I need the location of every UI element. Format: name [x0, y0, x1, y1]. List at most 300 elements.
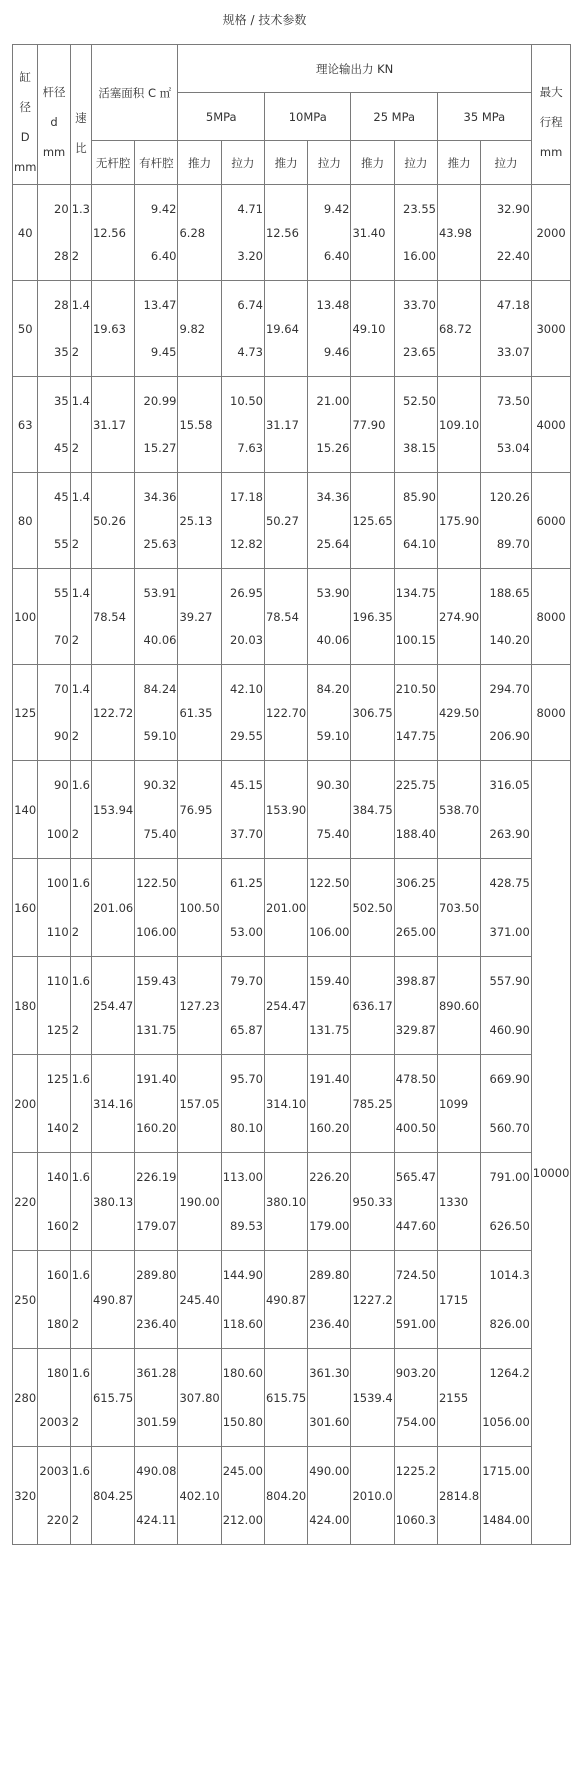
pull-force-cell: 591.00	[394, 1300, 437, 1349]
push-force-cell: 306.75	[351, 665, 394, 761]
pull-force-cell: 478.50	[394, 1055, 437, 1104]
pull-force-cell: 263.90	[481, 810, 532, 859]
max-stroke-cell: 4000	[531, 377, 571, 473]
bore-diameter-cell: 220	[13, 1153, 38, 1251]
pull-force-cell: 100.15	[394, 617, 437, 665]
rod-area-cell: 131.75	[135, 1006, 178, 1055]
pull-force-cell: 90.30	[308, 761, 351, 810]
push-force-cell: 429.50	[437, 665, 480, 761]
push-force-cell: 122.70	[264, 665, 307, 761]
no-rod-area-cell: 78.54	[91, 569, 134, 665]
pull-force-cell: 120.26	[481, 473, 532, 521]
speed-ratio-cell: 2	[70, 617, 91, 665]
rod-area-cell: 191.40	[135, 1055, 178, 1104]
table-row	[13, 473, 571, 521]
rod-diameter-cell: 140	[38, 1104, 70, 1153]
rod-diameter-cell: 160	[38, 1202, 70, 1251]
speed-ratio-cell: 1.3	[70, 185, 91, 233]
rod-diameter-cell: 20	[38, 185, 70, 233]
pull-force-cell: 159.40	[308, 957, 351, 1006]
pull-header: 拉力	[221, 141, 264, 185]
pull-force-cell: 95.70	[221, 1055, 264, 1104]
pull-force-cell: 1225.2	[394, 1447, 437, 1496]
pull-force-cell: 10.50	[221, 377, 264, 425]
bore-diameter-cell: 140	[13, 761, 38, 859]
speed-ratio-header: 速 比	[70, 45, 91, 185]
push-force-cell: 380.10	[264, 1153, 307, 1251]
speed-ratio-cell: 1.4	[70, 377, 91, 425]
push-force-cell: 490.87	[264, 1251, 307, 1349]
max-stroke-cell: 2000	[531, 185, 571, 281]
rod-diameter-cell: 125	[38, 1055, 70, 1104]
speed-ratio-cell: 2	[70, 425, 91, 473]
pull-force-cell: 59.10	[308, 713, 351, 761]
rod-diameter-cell: 35	[38, 329, 70, 377]
pressure-5mpa: 5MPa	[178, 93, 265, 141]
speed-ratio-cell: 2	[70, 1398, 91, 1447]
pull-force-cell: 265.00	[394, 908, 437, 957]
pull-force-cell: 33.70	[394, 281, 437, 329]
pull-force-cell: 3.20	[221, 233, 264, 281]
pull-force-cell: 791.00	[481, 1153, 532, 1202]
pull-force-cell: 26.95	[221, 569, 264, 617]
pull-force-cell: 53.04	[481, 425, 532, 473]
rod-diameter-cell: 70	[38, 665, 70, 713]
pressure-10mpa: 10MPa	[264, 93, 351, 141]
push-force-cell: 6.28	[178, 185, 221, 281]
bore-diameter-cell: 50	[13, 281, 38, 377]
pull-force-cell: 20.03	[221, 617, 264, 665]
speed-ratio-cell: 2	[70, 233, 91, 281]
pull-force-cell: 306.25	[394, 859, 437, 908]
push-force-cell: 39.27	[178, 569, 221, 665]
push-force-cell: 50.27	[264, 473, 307, 569]
table-row	[13, 1251, 571, 1300]
rod-diameter-cell: 100	[38, 859, 70, 908]
rod-area-cell: 122.50	[135, 859, 178, 908]
push-force-cell: 1330	[437, 1153, 480, 1251]
output-force-header: 理论输出力 KN	[178, 45, 531, 93]
bore-header: 缸 径 D mm	[13, 45, 38, 185]
no-rod-area-cell: 153.94	[91, 761, 134, 859]
rod-diameter-header: 杆径 d mm	[38, 45, 70, 185]
pull-force-cell: 329.87	[394, 1006, 437, 1055]
rod-area-cell: 226.19	[135, 1153, 178, 1202]
pull-force-cell: 47.18	[481, 281, 532, 329]
pull-force-cell: 188.65	[481, 569, 532, 617]
pull-force-cell: 144.90	[221, 1251, 264, 1300]
pull-force-cell: 236.40	[308, 1300, 351, 1349]
bore-diameter-cell: 100	[13, 569, 38, 665]
push-force-cell: 1539.4	[351, 1349, 394, 1447]
pull-force-cell: 289.80	[308, 1251, 351, 1300]
pull-force-cell: 1060.3	[394, 1496, 437, 1545]
push-force-cell: 703.50	[437, 859, 480, 957]
pull-force-cell: 6.40	[308, 233, 351, 281]
rod-area-cell: 53.91	[135, 569, 178, 617]
rod-area-cell: 75.40	[135, 810, 178, 859]
push-force-cell: 190.00	[178, 1153, 221, 1251]
spec-table	[12, 44, 571, 1545]
push-force-cell: 2155	[437, 1349, 480, 1447]
rod-area-cell: 424.11	[135, 1496, 178, 1545]
rod-diameter-cell: 2003	[38, 1447, 70, 1496]
speed-ratio-cell: 1.6	[70, 1447, 91, 1496]
push-header: 推力	[264, 141, 307, 185]
rod-area-cell: 13.47	[135, 281, 178, 329]
speed-ratio-cell: 2	[70, 1202, 91, 1251]
bore-diameter-cell: 320	[13, 1447, 38, 1545]
bore-diameter-cell: 250	[13, 1251, 38, 1349]
speed-ratio-cell: 2	[70, 713, 91, 761]
pull-force-cell: 428.75	[481, 859, 532, 908]
pull-force-cell: 33.07	[481, 329, 532, 377]
pull-force-cell: 38.15	[394, 425, 437, 473]
push-force-cell: 196.35	[351, 569, 394, 665]
rod-diameter-cell: 45	[38, 473, 70, 521]
pull-force-cell: 9.42	[308, 185, 351, 233]
piston-area-header: 活塞面积 C ㎡	[91, 45, 178, 141]
pull-force-cell: 53.00	[221, 908, 264, 957]
no-rod-area-cell: 201.06	[91, 859, 134, 957]
rod-diameter-cell: 28	[38, 281, 70, 329]
pull-force-cell: 669.90	[481, 1055, 532, 1104]
pull-force-cell: 75.40	[308, 810, 351, 859]
pull-force-cell: 361.30	[308, 1349, 351, 1398]
pull-force-cell: 447.60	[394, 1202, 437, 1251]
pull-force-cell: 180.60	[221, 1349, 264, 1398]
rod-diameter-cell: 35	[38, 377, 70, 425]
push-force-cell: 502.50	[351, 859, 394, 957]
no-rod-area-cell: 490.87	[91, 1251, 134, 1349]
push-force-cell: 15.58	[178, 377, 221, 473]
no-rod-area-cell: 31.17	[91, 377, 134, 473]
no-rod-area-cell: 19.63	[91, 281, 134, 377]
rod-area-cell: 179.07	[135, 1202, 178, 1251]
push-force-cell: 201.00	[264, 859, 307, 957]
rod-diameter-cell: 55	[38, 569, 70, 617]
pressure-35mpa: 35 MPa	[437, 93, 531, 141]
pull-force-cell: 398.87	[394, 957, 437, 1006]
bore-diameter-cell: 40	[13, 185, 38, 281]
speed-ratio-cell: 1.6	[70, 859, 91, 908]
bore-diameter-cell: 80	[13, 473, 38, 569]
push-force-cell: 314.10	[264, 1055, 307, 1153]
push-force-cell: 890.60	[437, 957, 480, 1055]
rod-diameter-cell: 45	[38, 425, 70, 473]
pull-force-cell: 9.46	[308, 329, 351, 377]
rod-diameter-cell: 180	[38, 1300, 70, 1349]
pull-force-cell: 460.90	[481, 1006, 532, 1055]
no-rod-area-cell: 254.47	[91, 957, 134, 1055]
page-title: 规格 / 技术参数	[222, 13, 307, 27]
rod-area-cell: 361.28	[135, 1349, 178, 1398]
push-force-cell: 636.17	[351, 957, 394, 1055]
push-force-cell: 19.64	[264, 281, 307, 377]
no-rod-area-cell: 314.16	[91, 1055, 134, 1153]
max-stroke-cell: 3000	[531, 281, 571, 377]
speed-ratio-cell: 1.6	[70, 761, 91, 810]
rod-area-cell: 106.00	[135, 908, 178, 957]
pull-force-cell: 45.15	[221, 761, 264, 810]
rod-area-cell: 160.20	[135, 1104, 178, 1153]
pull-force-cell: 245.00	[221, 1447, 264, 1496]
pull-force-cell: 34.36	[308, 473, 351, 521]
table-row	[13, 957, 571, 1006]
push-force-cell: 615.75	[264, 1349, 307, 1447]
push-force-cell: 307.80	[178, 1349, 221, 1447]
rod-diameter-cell: 110	[38, 908, 70, 957]
bore-diameter-cell: 280	[13, 1349, 38, 1447]
pull-force-cell: 226.20	[308, 1153, 351, 1202]
pull-force-cell: 17.18	[221, 473, 264, 521]
push-force-cell: 31.17	[264, 377, 307, 473]
pull-force-cell: 1264.2	[481, 1349, 532, 1398]
pull-force-cell: 89.70	[481, 521, 532, 569]
max-stroke-cell: 6000	[531, 473, 571, 569]
no-rod-area-cell: 380.13	[91, 1153, 134, 1251]
rod-area-cell: 159.43	[135, 957, 178, 1006]
pull-force-cell: 1484.00	[481, 1496, 532, 1545]
push-force-cell: 125.65	[351, 473, 394, 569]
push-force-cell: 384.75	[351, 761, 394, 859]
speed-ratio-cell: 1.4	[70, 281, 91, 329]
pull-force-cell: 371.00	[481, 908, 532, 957]
speed-ratio-cell: 2	[70, 521, 91, 569]
rod-area-cell: 40.06	[135, 617, 178, 665]
speed-ratio-cell: 1.6	[70, 1055, 91, 1104]
rod-area-cell: 9.42	[135, 185, 178, 233]
pull-force-cell: 15.26	[308, 425, 351, 473]
pull-force-cell: 188.40	[394, 810, 437, 859]
pull-force-cell: 1715.00	[481, 1447, 532, 1496]
push-force-cell: 1099	[437, 1055, 480, 1153]
pressure-25mpa: 25 MPa	[351, 93, 438, 141]
pull-force-cell: 225.75	[394, 761, 437, 810]
rod-diameter-cell: 55	[38, 521, 70, 569]
pull-force-cell: 12.82	[221, 521, 264, 569]
speed-ratio-cell: 1.4	[70, 473, 91, 521]
table-row	[13, 665, 571, 713]
rod-diameter-cell: 125	[38, 1006, 70, 1055]
pull-force-cell: 754.00	[394, 1398, 437, 1447]
pull-force-cell: 826.00	[481, 1300, 532, 1349]
rod-diameter-cell: 90	[38, 713, 70, 761]
pull-force-cell: 89.53	[221, 1202, 264, 1251]
pull-force-cell: 85.90	[394, 473, 437, 521]
pull-force-cell: 84.20	[308, 665, 351, 713]
pull-force-cell: 13.48	[308, 281, 351, 329]
pull-force-cell: 52.50	[394, 377, 437, 425]
pull-force-cell: 73.50	[481, 377, 532, 425]
rod-area-cell: 84.24	[135, 665, 178, 713]
speed-ratio-cell: 2	[70, 329, 91, 377]
push-force-cell: 402.10	[178, 1447, 221, 1545]
rod-area-cell: 289.80	[135, 1251, 178, 1300]
push-header: 推力	[437, 141, 480, 185]
push-force-cell: 43.98	[437, 185, 480, 281]
push-header: 推力	[351, 141, 394, 185]
push-force-cell: 78.54	[264, 569, 307, 665]
pull-force-cell: 160.20	[308, 1104, 351, 1153]
pull-force-cell: 122.50	[308, 859, 351, 908]
pull-force-cell: 7.63	[221, 425, 264, 473]
push-force-cell: 1227.2	[351, 1251, 394, 1349]
bore-diameter-cell: 200	[13, 1055, 38, 1153]
push-force-cell: 254.47	[264, 957, 307, 1055]
pull-force-cell: 210.50	[394, 665, 437, 713]
rod-area-cell: 20.99	[135, 377, 178, 425]
push-force-cell: 100.50	[178, 859, 221, 957]
rod-diameter-cell: 100	[38, 810, 70, 859]
push-force-cell: 175.90	[437, 473, 480, 569]
push-force-cell: 109.10	[437, 377, 480, 473]
max-stroke-cell: 10000	[531, 761, 571, 1545]
table-row	[13, 281, 571, 329]
pull-force-cell: 400.50	[394, 1104, 437, 1153]
bore-diameter-cell: 125	[13, 665, 38, 761]
pull-force-cell: 140.20	[481, 617, 532, 665]
pull-force-cell: 490.00	[308, 1447, 351, 1496]
pull-force-cell: 118.60	[221, 1300, 264, 1349]
pull-force-cell: 37.70	[221, 810, 264, 859]
push-force-cell: 127.23	[178, 957, 221, 1055]
push-force-cell: 785.25	[351, 1055, 394, 1153]
table-row	[13, 185, 571, 233]
pull-force-cell: 79.70	[221, 957, 264, 1006]
speed-ratio-cell: 2	[70, 908, 91, 957]
push-force-cell: 2010.0	[351, 1447, 394, 1545]
table-row	[13, 761, 571, 810]
table-row	[13, 569, 571, 617]
push-force-cell: 68.72	[437, 281, 480, 377]
table-row	[13, 377, 571, 425]
pull-force-cell: 212.00	[221, 1496, 264, 1545]
rod-diameter-cell: 220	[38, 1496, 70, 1545]
push-force-cell: 9.82	[178, 281, 221, 377]
pull-force-cell: 724.50	[394, 1251, 437, 1300]
speed-ratio-cell: 2	[70, 810, 91, 859]
table-row	[13, 859, 571, 908]
pull-force-cell: 294.70	[481, 665, 532, 713]
speed-ratio-cell: 1.6	[70, 1349, 91, 1398]
pull-force-cell: 565.47	[394, 1153, 437, 1202]
rod-area-cell: 9.45	[135, 329, 178, 377]
pull-force-cell: 206.90	[481, 713, 532, 761]
pull-force-cell: 65.87	[221, 1006, 264, 1055]
speed-ratio-cell: 1.6	[70, 1153, 91, 1202]
pull-force-cell: 316.05	[481, 761, 532, 810]
pull-force-cell: 23.55	[394, 185, 437, 233]
pull-force-cell: 134.75	[394, 569, 437, 617]
push-force-cell: 804.20	[264, 1447, 307, 1545]
rod-area-cell: 34.36	[135, 473, 178, 521]
pull-force-cell: 80.10	[221, 1104, 264, 1153]
bore-diameter-cell: 160	[13, 859, 38, 957]
rod-area-cell: 6.40	[135, 233, 178, 281]
pull-force-cell: 53.90	[308, 569, 351, 617]
pull-header: 拉力	[308, 141, 351, 185]
pull-force-cell: 560.70	[481, 1104, 532, 1153]
max-stroke-cell: 8000	[531, 665, 571, 761]
rod-diameter-cell: 2003	[38, 1398, 70, 1447]
pull-force-cell: 557.90	[481, 957, 532, 1006]
push-force-cell: 77.90	[351, 377, 394, 473]
rod-diameter-cell: 110	[38, 957, 70, 1006]
pull-force-cell: 22.40	[481, 233, 532, 281]
push-force-cell: 538.70	[437, 761, 480, 859]
rod-area-cell: 25.63	[135, 521, 178, 569]
pull-force-cell: 42.10	[221, 665, 264, 713]
speed-ratio-cell: 1.6	[70, 1251, 91, 1300]
no-rod-area-cell: 804.25	[91, 1447, 134, 1545]
pull-force-cell: 21.00	[308, 377, 351, 425]
rod-area-cell: 15.27	[135, 425, 178, 473]
no-rod-chamber-header: 无杆腔	[91, 141, 134, 185]
rod-diameter-cell: 90	[38, 761, 70, 810]
speed-ratio-cell: 1.6	[70, 957, 91, 1006]
speed-ratio-cell: 2	[70, 1300, 91, 1349]
no-rod-area-cell: 12.56	[91, 185, 134, 281]
pull-force-cell: 147.75	[394, 713, 437, 761]
pull-force-cell: 150.80	[221, 1398, 264, 1447]
rod-diameter-cell: 28	[38, 233, 70, 281]
push-force-cell: 2814.8	[437, 1447, 480, 1545]
pull-force-cell: 32.90	[481, 185, 532, 233]
push-force-cell: 153.90	[264, 761, 307, 859]
no-rod-area-cell: 50.26	[91, 473, 134, 569]
pull-force-cell: 113.00	[221, 1153, 264, 1202]
table-row	[13, 1447, 571, 1496]
pull-force-cell: 16.00	[394, 233, 437, 281]
speed-ratio-cell: 1.4	[70, 569, 91, 617]
push-force-cell: 12.56	[264, 185, 307, 281]
pull-force-cell: 424.00	[308, 1496, 351, 1545]
push-force-cell: 61.35	[178, 665, 221, 761]
push-force-cell: 274.90	[437, 569, 480, 665]
max-stroke-cell: 8000	[531, 569, 571, 665]
rod-diameter-cell: 140	[38, 1153, 70, 1202]
table-row	[13, 1349, 571, 1398]
max-stroke-header: 最大 行程 mm	[531, 45, 571, 185]
pull-force-cell: 4.71	[221, 185, 264, 233]
pull-force-cell: 191.40	[308, 1055, 351, 1104]
pull-force-cell: 626.50	[481, 1202, 532, 1251]
pull-force-cell: 23.65	[394, 329, 437, 377]
push-force-cell: 157.05	[178, 1055, 221, 1153]
rod-area-cell: 59.10	[135, 713, 178, 761]
pull-force-cell: 40.06	[308, 617, 351, 665]
push-force-cell: 950.33	[351, 1153, 394, 1251]
pull-force-cell: 1056.00	[481, 1398, 532, 1447]
speed-ratio-cell: 2	[70, 1496, 91, 1545]
pull-force-cell: 29.55	[221, 713, 264, 761]
rod-diameter-cell: 180	[38, 1349, 70, 1398]
pull-force-cell: 179.00	[308, 1202, 351, 1251]
pull-force-cell: 301.60	[308, 1398, 351, 1447]
push-force-cell: 25.13	[178, 473, 221, 569]
push-force-cell: 76.95	[178, 761, 221, 859]
push-force-cell: 245.40	[178, 1251, 221, 1349]
no-rod-area-cell: 122.72	[91, 665, 134, 761]
table-row	[13, 1055, 571, 1104]
bore-diameter-cell: 180	[13, 957, 38, 1055]
pull-force-cell: 64.10	[394, 521, 437, 569]
rod-diameter-cell: 70	[38, 617, 70, 665]
table-row	[13, 1153, 571, 1202]
rod-diameter-cell: 160	[38, 1251, 70, 1300]
push-force-cell: 49.10	[351, 281, 394, 377]
